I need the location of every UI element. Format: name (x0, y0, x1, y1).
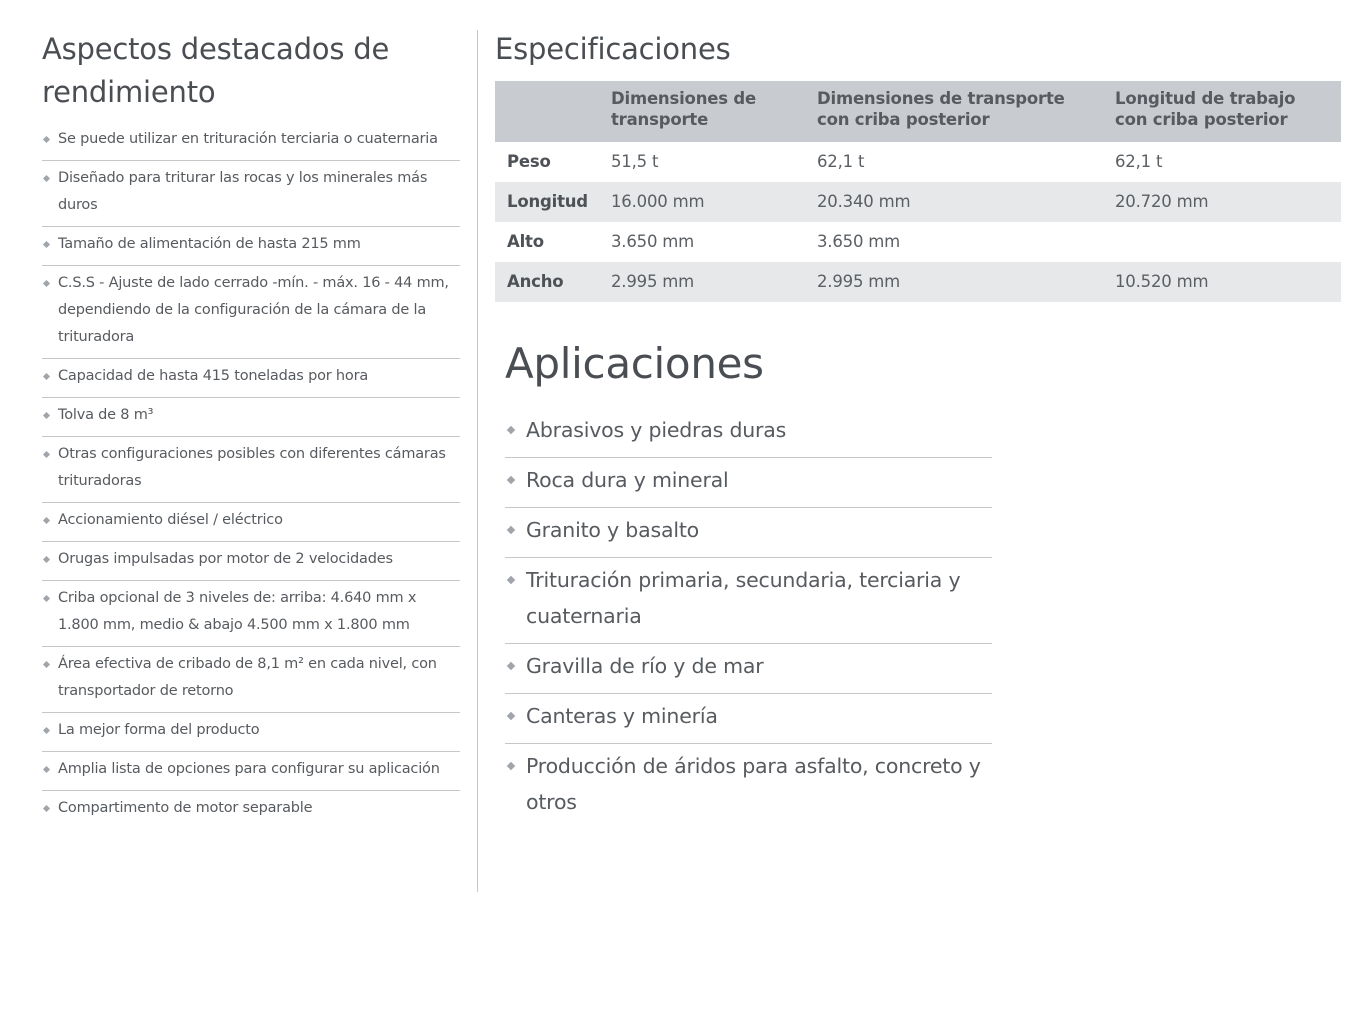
list-item (42, 791, 460, 829)
list-item (505, 458, 992, 508)
list-item (42, 503, 460, 542)
bullet-icon (43, 373, 50, 380)
table-header: Dimensiones de transporte (601, 81, 807, 142)
list-item-text: Tamaño de alimentación de hasta 215 mm (58, 236, 361, 252)
applications-title: Aplicaciones (505, 339, 764, 388)
table-cell: 20.720 mm (1105, 182, 1341, 222)
list-item (42, 122, 460, 161)
table-cell: 2.995 mm (807, 262, 1105, 302)
bullet-icon (43, 661, 50, 668)
list-item (42, 266, 460, 359)
list-item-text: Criba opcional de 3 niveles de: arriba: 4.640 mm x 1.800 mm, medio & abajo 4.500 mm x 1.800 mm (58, 590, 417, 633)
list-item-text: Orugas impulsadas por motor de 2 velocidades (58, 551, 393, 567)
list-item (505, 744, 992, 829)
row-label: Peso (507, 152, 551, 171)
list-item (505, 644, 992, 694)
list-item (42, 437, 460, 503)
list-item-text: Abrasivos y piedras duras (526, 418, 787, 442)
list-item-text: Área efectiva de cribado de 8,1 m² en cada nivel, con transportador de retorno (58, 656, 437, 699)
bullet-icon (43, 805, 50, 812)
list-item (42, 542, 460, 581)
list-item-text: C.S.S - Ajuste de lado cerrado -mín. - máx. 16 - 44 mm, dependiendo de la configuración de la cámara de la trituradora (58, 275, 449, 345)
table-header (495, 81, 601, 142)
row-label: Alto (507, 232, 544, 251)
highlights-list (42, 122, 460, 829)
highlights-section (42, 28, 460, 829)
table-cell: 10.520 mm (1105, 262, 1341, 302)
bullet-icon (43, 727, 50, 734)
list-item (42, 713, 460, 752)
list-item (505, 558, 992, 644)
list-item-text: Compartimento de motor separable (58, 800, 313, 816)
bullet-icon (43, 451, 50, 458)
bullet-icon (507, 712, 515, 720)
applications-list (505, 408, 992, 829)
bullet-icon (507, 576, 515, 584)
specs-title: Especificaciones (495, 32, 731, 66)
bullet-icon (507, 526, 515, 534)
list-item (505, 508, 992, 558)
table-cell: 51,5 t (611, 152, 659, 171)
bullet-icon (43, 175, 50, 182)
list-item-text: Accionamiento diésel / eléctrico (58, 512, 283, 528)
table-cell (1105, 222, 1341, 262)
list-item (42, 752, 460, 791)
bullet-icon (43, 241, 50, 248)
list-item (42, 227, 460, 266)
row-label: Longitud (495, 182, 601, 222)
bullet-icon (507, 476, 515, 484)
list-item-text: Capacidad de hasta 415 toneladas por hora (58, 368, 369, 384)
table-row (495, 222, 1341, 262)
bullet-icon (43, 517, 50, 524)
table-cell: 16.000 mm (601, 182, 807, 222)
bullet-icon (507, 426, 515, 434)
specs-table (495, 81, 1341, 302)
table-row (495, 262, 1341, 302)
list-item (42, 581, 460, 647)
list-item-text: Se puede utilizar en trituración terciaria o cuaternaria (58, 131, 438, 147)
list-item (42, 647, 460, 713)
list-item-text: Producción de áridos para asfalto, concreto y otros (526, 754, 981, 814)
bullet-icon (43, 136, 50, 143)
table-row (495, 182, 1341, 222)
bullet-icon (507, 762, 515, 770)
table-header-row (495, 81, 1341, 142)
column-divider (477, 30, 478, 892)
bullet-icon (43, 766, 50, 773)
list-item-text: Granito y basalto (526, 518, 700, 542)
highlights-title: Aspectos destacados de rendimiento (42, 32, 390, 109)
table-cell: 3.650 mm (817, 232, 901, 251)
table-header: Dimensiones de transporte con criba posterior (807, 81, 1105, 142)
list-item-text: Roca dura y mineral (526, 468, 729, 492)
list-item-text: La mejor forma del producto (58, 722, 260, 738)
table-cell: 3.650 mm (611, 232, 695, 251)
list-item (505, 694, 992, 744)
table-header: Longitud de trabajo con criba posterior (1105, 81, 1341, 142)
table-row (495, 142, 1341, 182)
row-label: Ancho (495, 262, 601, 302)
bullet-icon (43, 412, 50, 419)
table-cell: 2.995 mm (601, 262, 807, 302)
bullet-icon (43, 595, 50, 602)
list-item (42, 398, 460, 437)
list-item-text: Gravilla de río y de mar (526, 654, 764, 678)
list-item-text: Amplia lista de opciones para configurar su aplicación (58, 761, 440, 777)
list-item (505, 408, 992, 458)
list-item (42, 161, 460, 227)
list-item-text: Otras configuraciones posibles con diferentes cámaras trituradoras (58, 446, 446, 489)
list-item-text: Tolva de 8 m³ (58, 407, 154, 423)
bullet-icon (507, 662, 515, 670)
table-cell: 62,1 t (817, 152, 865, 171)
list-item-text: Trituración primaria, secundaria, terciaria y cuaternaria (526, 568, 961, 628)
bullet-icon (43, 556, 50, 563)
bullet-icon (43, 280, 50, 287)
list-item-text: Diseñado para triturar las rocas y los minerales más duros (58, 170, 428, 213)
table-cell: 62,1 t (1115, 152, 1163, 171)
list-item (42, 359, 460, 398)
table-cell: 20.340 mm (807, 182, 1105, 222)
list-item-text: Canteras y minería (526, 704, 718, 728)
